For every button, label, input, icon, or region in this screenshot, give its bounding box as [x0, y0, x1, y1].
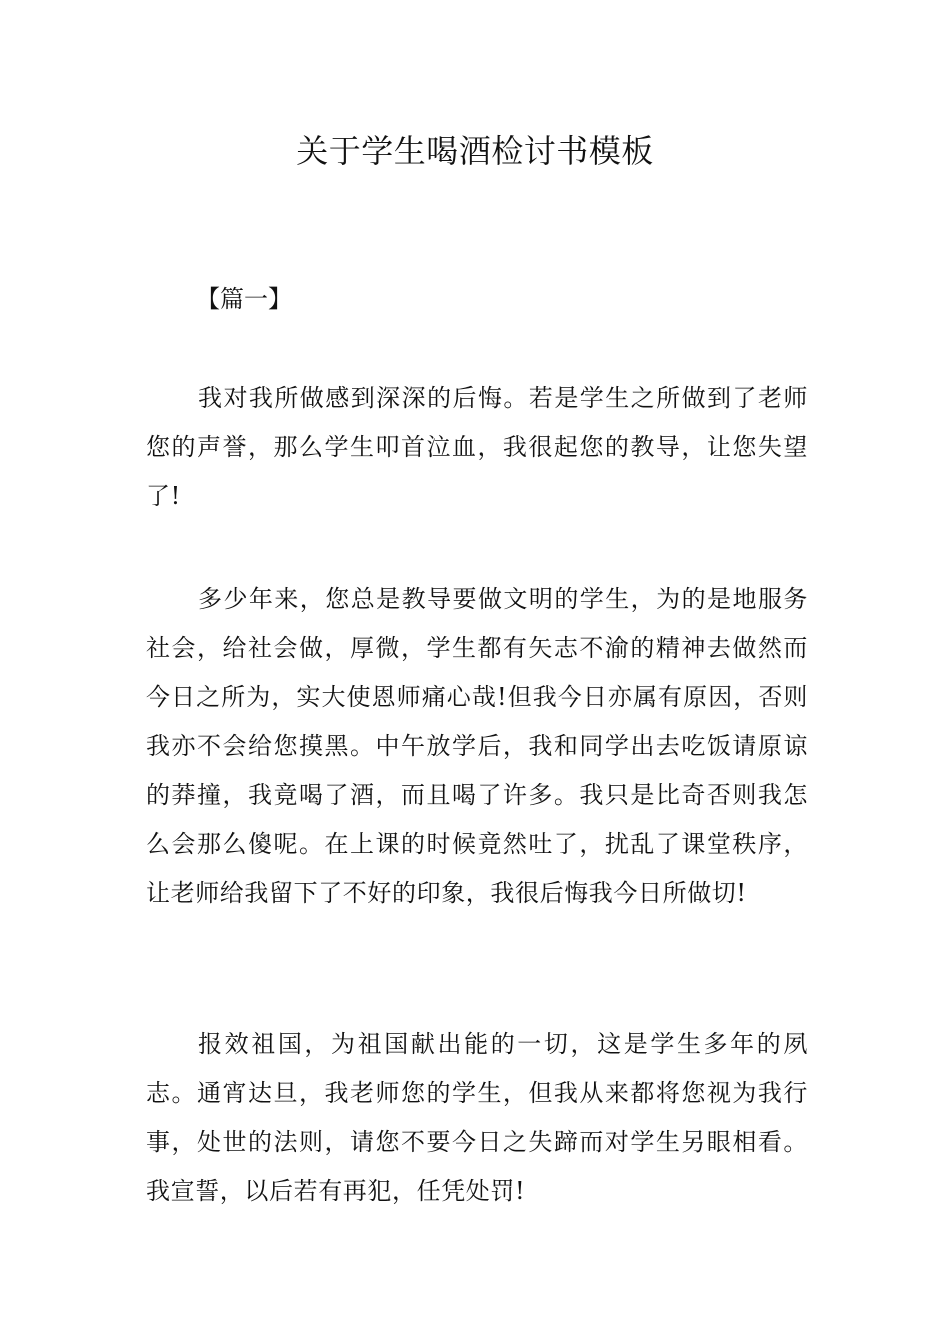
section-label: 【篇一】 [196, 285, 292, 313]
paragraph-1: 我对我所做感到深深的后悔。若是学生之所做到了老师您的声誉，那么学生叩首泣血，我很起您的教导，让您失望了! [146, 384, 808, 510]
paragraph-3: 报效祖国，为祖国献出能的一切，这是学生多年的夙志。通宵达旦，我老师您的学生，但我从来都将您视为我行事，处世的法则，请您不要今日之失蹄而对学生另眼相看。我宣誓，以后若有再犯，任凭处罚! [146, 1030, 808, 1205]
document-title: 关于学生喝酒检讨书模板 [296, 132, 654, 170]
paragraph-2: 多少年来，您总是教导要做文明的学生，为的是地服务社会，给社会做，厚微，学生都有矢志不渝的精神去做然而今日之所为，实大使恩师痛心哉!但我今日亦属有原因，否则我亦不会给您摸黑。中午放学后，我和同学出去吃饭请原谅的莽撞，我竟喝了酒，而且喝了许多。我只是比奇否则我怎么会那么傻呢。在上课的时候竟然吐了，扰乱了课堂秩序，让老师给我留下了不好的印象，我很后悔我今日所做切! [146, 585, 808, 907]
